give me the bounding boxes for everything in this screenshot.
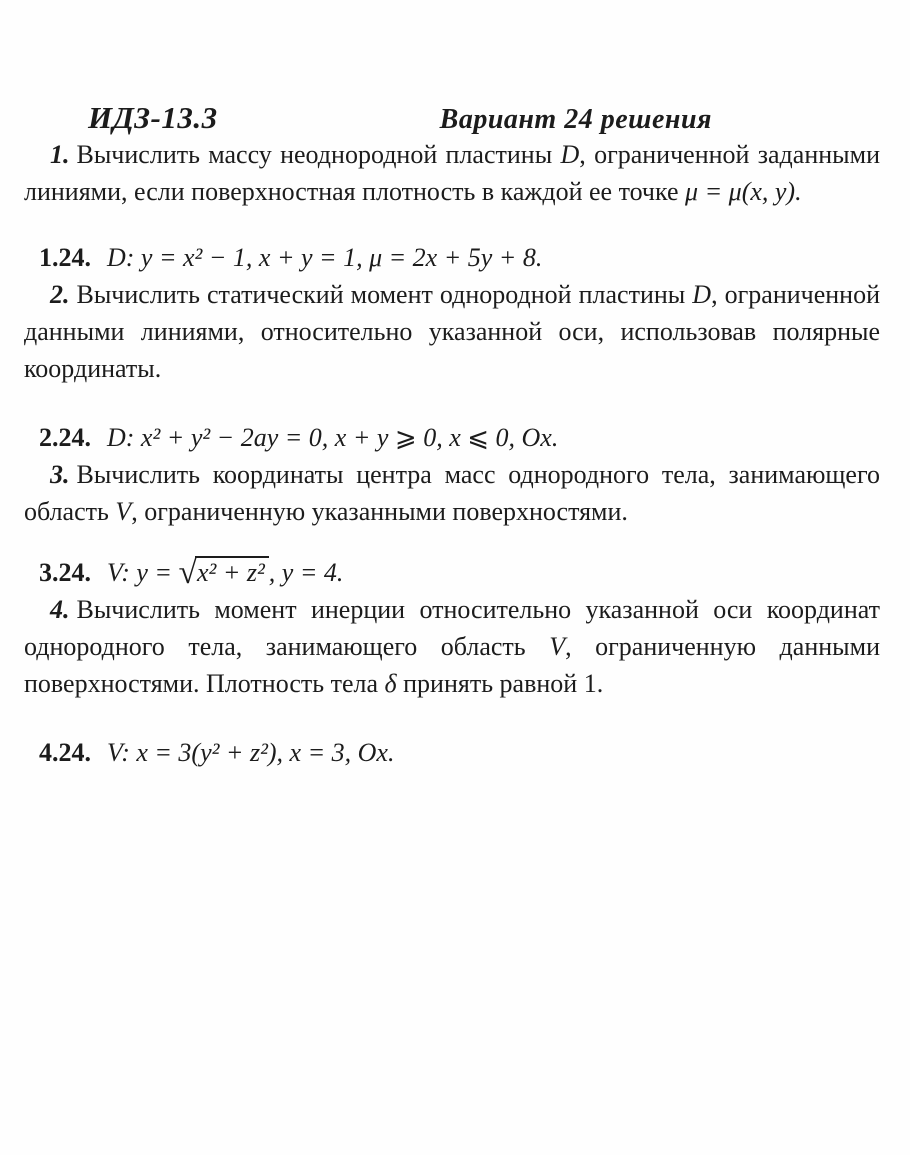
problem-4-statement (24, 591, 880, 702)
problem-1-variable-D: D (560, 140, 580, 169)
task-4-24-label: 4.24. (39, 738, 91, 767)
problem-3-text-b: , ограниченную указанными поверхностями. (131, 497, 628, 526)
assignment-title: ИДЗ-13.3 (88, 100, 218, 135)
problem-3-variable-V: V (115, 497, 132, 526)
task-3-24-radicand: x² + z² (195, 556, 269, 587)
task-2-24-expression: D: x² + y² − 2ay = 0, x + y ⩾ 0, x ⩽ 0, Ox. (107, 423, 559, 452)
task-2-24-label: 2.24. (39, 423, 91, 452)
problem-1-text-b: , ограниченной заданными линиями, если поверхностная плотность в каждой ее точке (24, 140, 880, 206)
task-3-24-expression-post: , y = 4. (268, 558, 344, 587)
problem-1-statement (24, 136, 880, 210)
task-1-24-label: 1.24. (39, 243, 91, 272)
task-2-24-formula (24, 419, 880, 456)
problem-3-number: 3. (50, 460, 70, 489)
problem-4-variable-V: V (549, 632, 566, 661)
problem-1-number: 1. (50, 140, 70, 169)
variant-title: Вариант 24 решения (439, 104, 712, 135)
page-header (0, 0, 910, 136)
task-1-24-formula (24, 239, 880, 276)
problem-4-number: 4. (50, 595, 70, 624)
problem-3-statement (24, 456, 880, 530)
problem-1-inline-formula: μ = μ(x, y). (685, 177, 802, 206)
problem-2-variable-D: D (692, 280, 712, 309)
task-3-24-label: 3.24. (39, 558, 91, 587)
problem-3-text-a: Вычислить координаты центра масс однородного тела, занимающего область (24, 460, 880, 526)
task-3-24-expression-pre: V: y = (107, 558, 179, 587)
problem-2-text-b: , ограниченной данными линиями, относительно указанной оси, использовав полярные координаты. (24, 280, 880, 383)
problem-4-text-a: Вычислить момент инерции относительно указанной оси координат однородного тела, занимающего область (24, 595, 880, 661)
task-1-24-expression: D: y = x² − 1, x + y = 1, μ = 2x + 5y + 8. (107, 243, 543, 272)
task-3-24-formula (24, 554, 880, 591)
problem-4-text-c: принять равной 1. (396, 669, 604, 698)
task-4-24-formula (24, 734, 880, 771)
problem-2-text-a: Вычислить статический момент однородной пластины (76, 280, 693, 309)
problem-2-statement (24, 276, 880, 387)
assignment-body (24, 136, 880, 771)
problem-2-number: 2. (50, 280, 70, 309)
problem-4-variable-delta: δ (384, 669, 397, 698)
problem-4-text-b: , ограниченную данными поверхностями. Плотность тела (24, 632, 880, 698)
square-root-icon: √ (178, 554, 195, 591)
task-4-24-expression: V: x = 3(y² + z²), x = 3, Ox. (107, 738, 395, 767)
problem-1-text-a: Вычислить массу неоднородной пластины (76, 140, 561, 169)
